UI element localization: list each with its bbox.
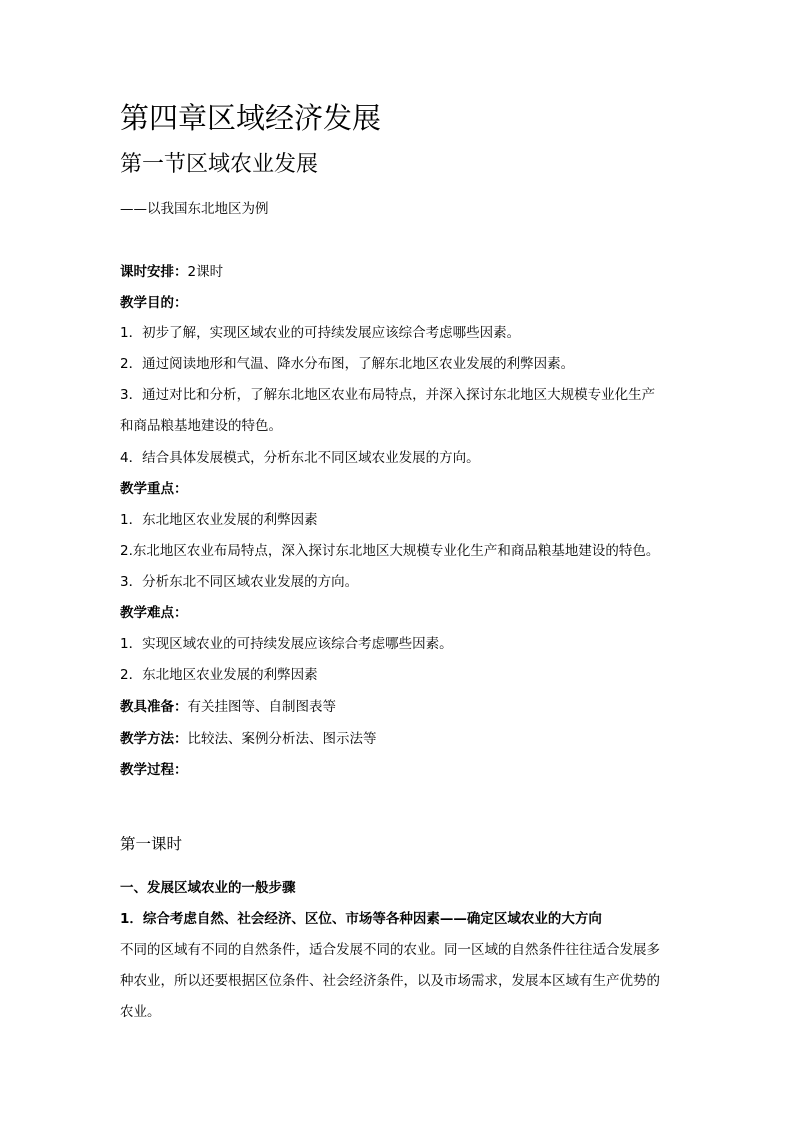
objective-item: 和商品粮基地建设的特色。 bbox=[120, 418, 282, 434]
chapter-title: 第四章区域经济发展 bbox=[120, 101, 382, 135]
objectives-heading: 教学目的： bbox=[120, 295, 188, 311]
key-point-item: 2.东北地区农业布局特点，深入探讨东北地区大规模专业化生产和商品粮基地建设的特色。 bbox=[120, 543, 660, 559]
paragraph-line: 种农业，所以还要根据区位条件、社会经济条件，以及市场需求，发展本区域有生产优势的 bbox=[120, 973, 660, 989]
key-point-item: 3．分析东北不同区域农业发展的方向。 bbox=[120, 574, 359, 590]
schedule-line bbox=[120, 262, 223, 282]
tools-line bbox=[120, 697, 336, 717]
objective-item: 3．通过对比和分析，了解东北地区农业布局特点，并深入探讨东北地区大规模专业化生产 bbox=[120, 387, 656, 403]
tools-label: 教具准备： bbox=[120, 699, 188, 715]
schedule-value: 2课时 bbox=[187, 264, 224, 280]
difficulties-heading: 教学难点： bbox=[120, 605, 188, 621]
part1-heading: 一、发展区域农业的一般步骤 bbox=[120, 880, 296, 896]
difficulty-item: 2．东北地区农业发展的利弊因素 bbox=[120, 667, 318, 683]
tools-value: 有关挂图等、自制图表等 bbox=[187, 699, 336, 715]
process-heading: 教学过程： bbox=[120, 762, 188, 778]
key-points-heading: 教学重点： bbox=[120, 481, 188, 497]
objective-item: 4．结合具体发展模式，分析东北不同区域农业发展的方向。 bbox=[120, 450, 480, 466]
difficulty-item: 1．实现区域农业的可持续发展应该综合考虑哪些因素。 bbox=[120, 636, 453, 652]
key-point-item: 1．东北地区农业发展的利弊因素 bbox=[120, 512, 318, 528]
subtitle: ——以我国东北地区为例 bbox=[120, 201, 269, 217]
methods-value: 比较法、案例分析法、图示法等 bbox=[187, 731, 377, 747]
methods-label: 教学方法： bbox=[120, 731, 188, 747]
objective-item: 1．初步了解，实现区域农业的可持续发展应该综合考虑哪些因素。 bbox=[120, 325, 521, 341]
schedule-label: 课时安排： bbox=[120, 264, 188, 280]
section-title: 第一节区域农业发展 bbox=[120, 152, 319, 177]
objective-item: 2．通过阅读地形和气温、降水分布图，了解东北地区农业发展的利弊因素。 bbox=[120, 356, 575, 372]
paragraph-line: 农业。 bbox=[120, 1004, 161, 1020]
paragraph-line: 不同的区域有不同的自然条件，适合发展不同的农业。同一区域的自然条件往往适合发展多 bbox=[120, 942, 660, 958]
methods-line bbox=[120, 729, 377, 749]
lesson-heading: 第一课时 bbox=[120, 835, 183, 853]
part1-subheading: 1．综合考虑自然、社会经济、区位、市场等各种因素——确定区域农业的大方向 bbox=[120, 911, 602, 927]
